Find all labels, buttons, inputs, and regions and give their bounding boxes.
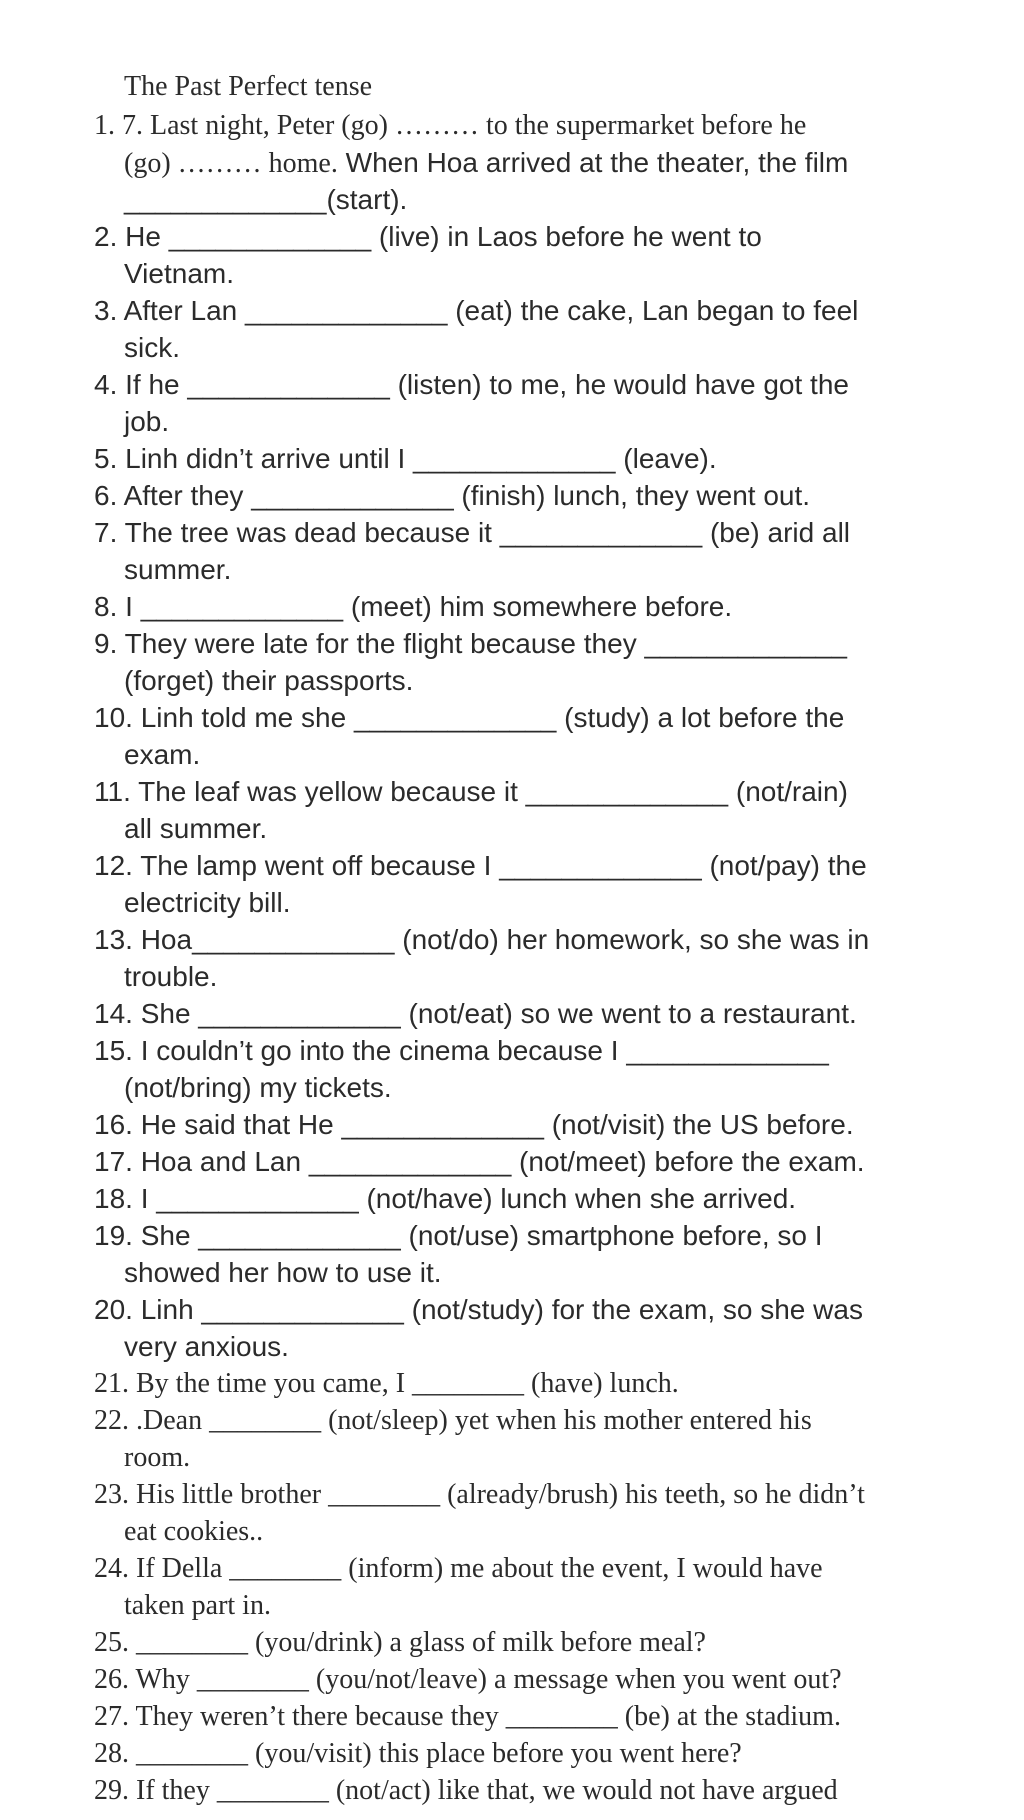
exercise-item	[94, 107, 848, 218]
exercise-line: 21. By the time you came, I ________ (have) lunch.	[94, 1368, 679, 1399]
exercise-item	[94, 1661, 842, 1698]
exercise-line-continued: summer.	[124, 554, 232, 585]
exercise-line: 27. They weren’t there because they ________ (be) at the stadium.	[94, 1701, 841, 1732]
exercise-line: 15. I couldn’t go into the cinema because I _____________	[94, 1035, 829, 1066]
exercise-line: 17. Hoa and Lan _____________ (not/meet) before the exam.	[94, 1146, 865, 1177]
exercise-line-continued: _____________(start).	[124, 184, 408, 215]
exercise-line-continued: (not/bring) my tickets.	[124, 1072, 392, 1103]
worksheet-title: The Past Perfect tense	[124, 71, 373, 102]
exercise-item	[94, 1772, 838, 1809]
exercise-line-continued: all summer.	[124, 813, 268, 844]
exercise-item	[94, 1698, 841, 1735]
exercise-line: 8. I _____________ (meet) him somewhere before.	[94, 591, 733, 622]
exercise-item	[94, 1217, 823, 1291]
exercise-line: 1. 7. Last night, Peter (go) ……… to the supermarket before he	[94, 110, 807, 141]
exercise-item	[94, 1735, 742, 1772]
exercise-item	[94, 1624, 706, 1661]
exercise-item	[94, 440, 717, 477]
exercise-line: 9. They were late for the flight because they _____________	[94, 628, 847, 659]
exercise-line: 22. .Dean ________ (not/sleep) yet when his mother entered his	[94, 1405, 812, 1436]
exercise-line-continued: taken part in.	[124, 1590, 271, 1621]
exercise-line: 14. She _____________ (not/eat) so we went to a restaurant.	[94, 998, 857, 1029]
exercise-line-continued: showed her how to use it.	[124, 1257, 442, 1288]
exercise-line-continued: eat cookies..	[124, 1516, 264, 1547]
exercise-line-continued: sick.	[124, 332, 180, 363]
exercise-item	[94, 1402, 812, 1476]
exercise-item	[94, 1291, 863, 1365]
exercise-line-continued: trouble.	[124, 961, 218, 992]
exercise-item	[94, 625, 847, 699]
exercise-item	[94, 292, 858, 366]
exercise-item	[94, 773, 848, 847]
exercise-line: 28. ________ (you/visit) this place before you went here?	[94, 1738, 742, 1769]
exercise-line-continued: electricity bill.	[124, 887, 291, 918]
exercise-line: 19. She _____________ (not/use) smartphone before, so I	[94, 1220, 823, 1251]
exercise-line: 4. If he _____________ (listen) to me, he would have got the	[94, 369, 849, 400]
exercise-item	[94, 588, 732, 625]
exercise-line: 12. The lamp went off because I _____________ (not/pay) the	[94, 850, 867, 881]
exercise-item	[94, 699, 844, 773]
exercise-item	[94, 1550, 823, 1624]
exercise-line: 2. He _____________ (live) in Laos before he went to	[94, 221, 762, 252]
exercise-item	[94, 921, 869, 995]
exercise-item	[94, 847, 867, 921]
exercise-item	[94, 1180, 796, 1217]
exercise-item	[94, 477, 810, 514]
exercise-line-continued: (forget) their passports.	[124, 665, 414, 696]
exercise-line: 3. After Lan _____________ (eat) the cake, Lan began to feel	[94, 295, 859, 326]
exercise-line: 6. After they _____________ (finish) lunch, they went out.	[94, 480, 811, 511]
exercise-item	[94, 1143, 865, 1180]
exercise-line: 24. If Della ________ (inform) me about the event, I would have	[94, 1553, 823, 1584]
exercise-line: 13. Hoa_____________ (not/do) her homework, so she was in	[94, 924, 870, 955]
exercise-line: 29. If they ________ (not/act) like that, we would not have argued	[94, 1775, 838, 1806]
exercise-line: 18. I _____________ (not/have) lunch when she arrived.	[94, 1183, 797, 1214]
exercise-line: 23. His little brother ________ (already/brush) his teeth, so he didn’t	[94, 1479, 865, 1510]
exercise-line: 26. Why ________ (you/not/leave) a message when you went out?	[94, 1664, 842, 1695]
exercise-item	[94, 1106, 854, 1143]
exercise-item	[94, 218, 762, 292]
exercise-line: 20. Linh _____________ (not/study) for the exam, so she was	[94, 1294, 863, 1325]
exercise-line-continued: job.	[124, 406, 170, 437]
exercise-line: 10. Linh told me she _____________ (study) a lot before the	[94, 702, 845, 733]
exercise-item	[94, 1032, 829, 1106]
exercise-line-continued: (go) ……… home. When Hoa arrived at the theater, the film	[124, 147, 849, 179]
exercise-item	[94, 995, 857, 1032]
exercise-line-continued: room.	[124, 1442, 191, 1473]
exercise-line: 16. He said that He _____________ (not/visit) the US before.	[94, 1109, 854, 1140]
exercise-item	[94, 514, 850, 588]
exercise-item	[94, 1365, 679, 1402]
exercise-line-continued: very anxious.	[124, 1331, 289, 1362]
exercise-line-continued: exam.	[124, 739, 201, 770]
exercise-line: 7. The tree was dead because it _____________ (be) arid all	[94, 517, 851, 548]
exercise-line: 25. ________ (you/drink) a glass of milk before meal?	[94, 1627, 706, 1658]
exercise-line: 11. The leaf was yellow because it _____________ (not/rain)	[94, 776, 848, 807]
exercise-item	[94, 366, 849, 440]
exercise-line: 5. Linh didn’t arrive until I _____________ (leave).	[94, 443, 717, 474]
exercise-item	[94, 1476, 865, 1550]
exercise-line-continued: Vietnam.	[124, 258, 234, 289]
